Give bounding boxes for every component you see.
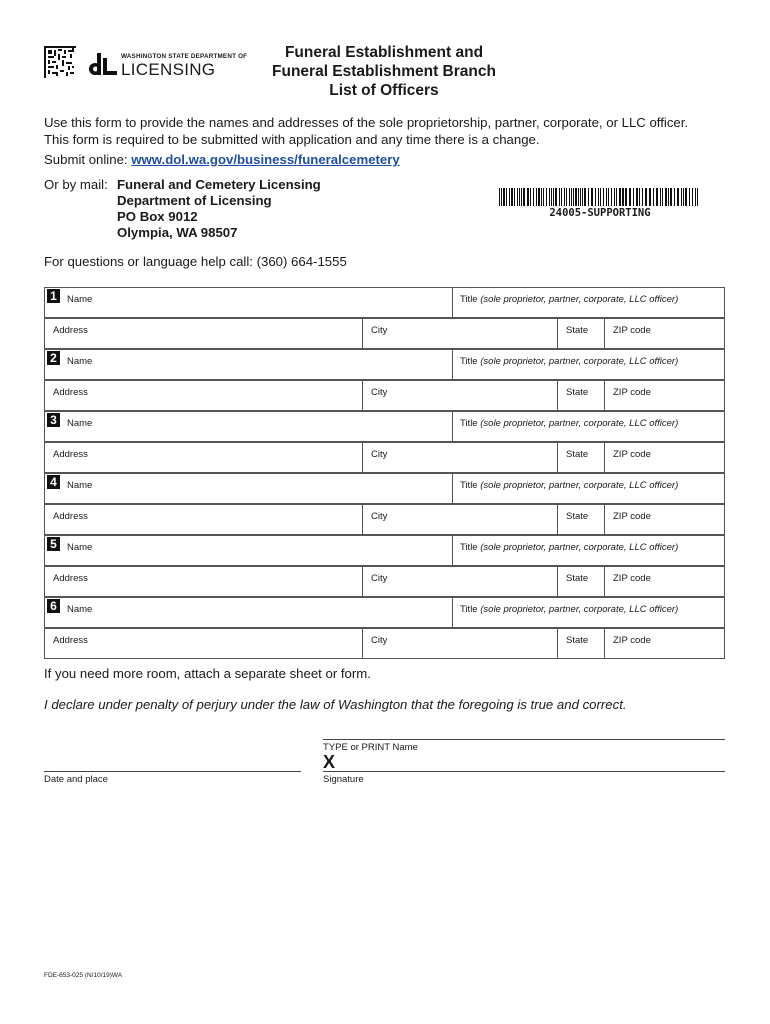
officer-name-row — [44, 349, 725, 380]
barcode-bar — [622, 188, 624, 206]
title-label-text: Title — [460, 294, 478, 305]
officer-address-row — [44, 566, 725, 597]
name-field[interactable] — [44, 411, 453, 442]
barcode-bar — [670, 188, 672, 206]
city-field[interactable] — [362, 442, 558, 473]
title-label — [460, 480, 678, 491]
barcode-bar — [595, 188, 596, 206]
address-field[interactable] — [44, 380, 363, 411]
zip-label: ZIP code — [613, 325, 651, 336]
barcode-bar — [660, 188, 661, 206]
title-note: (sole proprietor, partner, corporate, LLC officer) — [480, 480, 679, 491]
declaration: I declare under penalty of perjury under the law of Washington that the foregoing is true and correct. — [44, 697, 627, 712]
officer-number: 4 — [47, 475, 60, 489]
zip-label: ZIP code — [613, 387, 651, 398]
barcode-bar — [573, 188, 574, 206]
address-field[interactable] — [44, 566, 363, 597]
state-label: State — [566, 325, 589, 336]
officer-number: 1 — [47, 289, 60, 303]
name-label: Name — [67, 418, 93, 429]
zip-field[interactable] — [604, 380, 725, 411]
officer-name-row — [44, 597, 725, 628]
mail-label: Or by mail: — [44, 177, 108, 192]
title-field[interactable] — [452, 349, 725, 380]
barcode-bar — [527, 188, 529, 206]
barcode-bar — [523, 188, 525, 206]
barcode-bar — [697, 188, 698, 206]
intro-text — [44, 114, 688, 148]
barcode-bar — [611, 188, 612, 206]
barcode-bar — [614, 188, 615, 206]
title-field[interactable] — [452, 535, 725, 566]
barcode-bar — [674, 188, 675, 206]
title-label — [460, 294, 678, 305]
barcode-bar — [514, 188, 515, 206]
barcode-bar — [683, 188, 684, 206]
address-field[interactable] — [44, 504, 363, 535]
barcode-bar — [536, 188, 537, 206]
barcode-bar — [503, 188, 505, 206]
barcode-bar — [553, 188, 554, 206]
name-label: Name — [67, 604, 93, 615]
title-field[interactable] — [452, 597, 725, 628]
barcode-bar — [549, 188, 550, 206]
barcode-bar — [656, 188, 658, 206]
title-label-text: Title — [460, 418, 478, 429]
officer-name-row — [44, 473, 725, 504]
title-line: Funeral Establishment Branch — [272, 63, 496, 80]
officer-name-row — [44, 287, 725, 318]
barcode-bar — [580, 188, 581, 206]
barcode — [499, 188, 701, 206]
type-print-label: TYPE or PRINT Name — [323, 742, 418, 753]
barcode-bar — [578, 188, 579, 206]
title-label-text: Title — [460, 604, 478, 615]
barcode-bar — [662, 188, 663, 206]
barcode-bar — [636, 188, 638, 206]
title-note: (sole proprietor, partner, corporate, LLC officer) — [480, 294, 679, 305]
barcode-bar — [668, 188, 669, 206]
barcode-bar — [564, 188, 565, 206]
submit-online — [44, 152, 400, 167]
barcode-bar — [551, 188, 552, 206]
name-label: Name — [67, 294, 93, 305]
name-label: Name — [67, 356, 93, 367]
zip-label: ZIP code — [613, 635, 651, 646]
barcode-bar — [521, 188, 522, 206]
barcode-bar — [569, 188, 570, 206]
state-label: State — [566, 511, 589, 522]
barcode-bar — [645, 188, 647, 206]
barcode-bar — [606, 188, 607, 206]
name-label: Name — [67, 542, 93, 553]
intro-line: This form is required to be submitted with application and any time there is a change. — [44, 132, 540, 147]
barcode-bar — [543, 188, 544, 206]
city-label: City — [371, 573, 388, 584]
barcode-text: 24005-SUPPORTING — [549, 207, 651, 219]
title-line: Funeral Establishment and — [284, 44, 484, 61]
mail-line: Department of Licensing — [117, 193, 272, 208]
zip-label: ZIP code — [613, 449, 651, 460]
state-field[interactable] — [557, 318, 605, 349]
city-label: City — [371, 325, 388, 336]
name-field[interactable] — [44, 597, 453, 628]
city-label: City — [371, 511, 388, 522]
date-place-line[interactable] — [44, 771, 301, 772]
zip-label: ZIP code — [613, 511, 651, 522]
barcode-bar — [695, 188, 696, 206]
title-label-text: Title — [460, 542, 478, 553]
address-label: Address — [53, 635, 88, 646]
title-label-text: Title — [460, 356, 478, 367]
barcode-bar — [511, 188, 513, 206]
mail-line: Olympia, WA 98507 — [117, 225, 238, 240]
city-field[interactable] — [362, 504, 558, 535]
barcode-bar — [616, 188, 617, 206]
submit-label: Submit online: — [44, 152, 128, 167]
barcode-bar — [559, 188, 560, 206]
officer-address-row — [44, 504, 725, 535]
date-place-label: Date and place — [44, 774, 108, 785]
barcode-bar — [499, 188, 500, 206]
zip-label: ZIP code — [613, 573, 651, 584]
title-label-text: Title — [460, 480, 478, 491]
state-label: State — [566, 449, 589, 460]
state-label: State — [566, 387, 589, 398]
licensing-wordmark: LICENSING — [121, 60, 216, 79]
officer-name-row — [44, 411, 725, 442]
signature-x: X — [323, 752, 336, 772]
barcode-bar — [582, 188, 583, 206]
title-note: (sole proprietor, partner, corporate, LLC officer) — [480, 604, 679, 615]
city-label: City — [371, 387, 388, 398]
state-field[interactable] — [557, 442, 605, 473]
barcode-bar — [533, 188, 534, 206]
title-label — [460, 356, 678, 367]
city-label: City — [371, 449, 388, 460]
city-label: City — [371, 635, 388, 646]
barcode-bar — [571, 188, 572, 206]
name-field[interactable] — [44, 349, 453, 380]
barcode-bar — [566, 188, 567, 206]
officer-number: 6 — [47, 599, 60, 613]
qr-code — [44, 46, 76, 78]
title-note: (sole proprietor, partner, corporate, LLC officer) — [480, 356, 679, 367]
barcode-bar — [506, 188, 507, 206]
barcode-bar — [692, 188, 693, 206]
city-field[interactable] — [362, 318, 558, 349]
officer-address-row — [44, 380, 725, 411]
signature-line[interactable] — [323, 771, 725, 772]
intro-line: Use this form to provide the names and addresses of the sole proprietorship, partner, corporate, or LLC officer. — [44, 115, 689, 130]
barcode-bar — [546, 188, 547, 206]
barcode-bar — [608, 188, 609, 206]
barcode-bar — [588, 188, 589, 206]
zip-field[interactable] — [604, 504, 725, 535]
title-note: (sole proprietor, partner, corporate, LLC officer) — [480, 418, 679, 429]
barcode-bar — [653, 188, 654, 206]
barcode-bar — [509, 188, 510, 206]
zip-field[interactable] — [604, 442, 725, 473]
address-label: Address — [53, 325, 88, 336]
officer-address-row — [44, 318, 725, 349]
city-field[interactable] — [362, 380, 558, 411]
barcode-bar — [629, 188, 631, 206]
zip-field[interactable] — [604, 628, 725, 659]
barcode-bar — [681, 188, 682, 206]
state-field[interactable] — [557, 380, 605, 411]
barcode-bar — [541, 188, 542, 206]
signature-label: Signature — [323, 774, 364, 785]
state-field[interactable] — [557, 628, 605, 659]
barcode-bar — [591, 188, 593, 206]
officer-number: 2 — [47, 351, 60, 365]
name-label: Name — [67, 480, 93, 491]
title-label — [460, 542, 678, 553]
title-line: List of Officers — [329, 82, 439, 99]
title-label — [460, 418, 678, 429]
form-code: FDE-653-025 (N/10/19)WA — [44, 972, 123, 979]
city-field[interactable] — [362, 628, 558, 659]
barcode-bar — [649, 188, 651, 206]
address-label: Address — [53, 573, 88, 584]
zip-field[interactable] — [604, 566, 725, 597]
address-label: Address — [53, 387, 88, 398]
barcode-bar — [501, 188, 502, 206]
name-field[interactable] — [44, 287, 453, 318]
barcode-bar — [561, 188, 562, 206]
name-field[interactable] — [44, 473, 453, 504]
address-label: Address — [53, 449, 88, 460]
barcode-bar — [665, 188, 667, 206]
barcode-bar — [642, 188, 643, 206]
title-label — [460, 604, 678, 615]
mail-line: Funeral and Cemetery Licensing — [117, 177, 321, 192]
barcode-bar — [519, 188, 520, 206]
department-label: WASHINGTON STATE DEPARTMENT OF — [121, 53, 248, 60]
barcode-bar — [584, 188, 586, 206]
barcode-bar — [603, 188, 604, 206]
city-field[interactable] — [362, 566, 558, 597]
name-line[interactable] — [323, 739, 725, 740]
barcode-bar — [689, 188, 690, 206]
barcode-bar — [619, 188, 621, 206]
officer-name-row — [44, 535, 725, 566]
title-note: (sole proprietor, partner, corporate, LLC officer) — [480, 542, 679, 553]
barcode-bar — [530, 188, 531, 206]
name-field[interactable] — [44, 535, 453, 566]
barcode-bar — [598, 188, 599, 206]
barcode-bar — [625, 188, 627, 206]
address-field[interactable] — [44, 318, 363, 349]
barcode-bar — [517, 188, 518, 206]
state-label: State — [566, 635, 589, 646]
officer-number: 3 — [47, 413, 60, 427]
officer-number: 5 — [47, 537, 60, 551]
title-field[interactable] — [452, 411, 725, 442]
address-field[interactable] — [44, 442, 363, 473]
barcode-bar — [538, 188, 540, 206]
barcode-bar — [600, 188, 601, 206]
barcode-bar — [575, 188, 577, 206]
title-field[interactable] — [452, 287, 725, 318]
address-field[interactable] — [44, 628, 363, 659]
state-field[interactable] — [557, 566, 605, 597]
state-label: State — [566, 573, 589, 584]
barcode-bar — [677, 188, 679, 206]
more-room-note: If you need more room, attach a separate sheet or form. — [44, 666, 371, 681]
barcode-bar — [633, 188, 634, 206]
barcode-bar — [685, 188, 687, 206]
barcode-bar — [555, 188, 557, 206]
barcode-bar — [639, 188, 640, 206]
officer-address-row — [44, 442, 725, 473]
officer-address-row — [44, 628, 725, 659]
state-field[interactable] — [557, 504, 605, 535]
help-phone: For questions or language help call: (360) 664-1555 — [44, 254, 347, 269]
mail-line: PO Box 9012 — [117, 209, 198, 224]
submit-link[interactable]: www.dol.wa.gov/business/funeralcemetery — [131, 152, 400, 167]
zip-field[interactable] — [604, 318, 725, 349]
mail-address — [117, 177, 321, 241]
address-label: Address — [53, 511, 88, 522]
title-field[interactable] — [452, 473, 725, 504]
form-title — [243, 43, 525, 100]
